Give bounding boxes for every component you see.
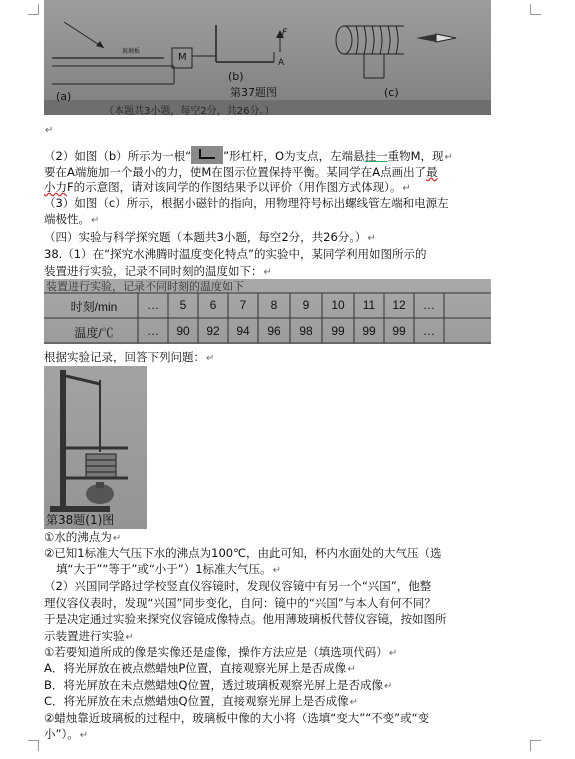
question-38-part-2-item-2-end: 小”）。↵ <box>44 727 89 741</box>
table-cell-temp: … <box>147 324 159 338</box>
text-line-4: （3）如图（c）所示，根据小磁针的指向，用物理符号标出螺线管左端和电源左 <box>44 196 449 210</box>
figure-37-letter-a: A <box>278 58 285 68</box>
text-line-1: （2）如图（b）所示为一根“ ”形杠杆，O为支点，左端悬挂一重物M，现↵ <box>44 146 453 165</box>
question-38-item-2-line-2: 填“大于”“等于”或“小于”）1标准大气压。↵ <box>56 562 281 576</box>
table-row-label-time: 时刻/min <box>70 300 118 314</box>
question-38-line-1: 38.（1）在“探究水沸腾时温度变化特点”的实验中，某同学利用如图所示的 <box>44 247 427 261</box>
figure-37-glass-text: 玻璃板 <box>122 48 141 55</box>
temperature-table-photo <box>44 279 491 344</box>
figure-37-label-b: (b) <box>228 70 244 83</box>
question-38-part-2-line-4: 示装置进行实验↵ <box>44 629 134 643</box>
table-cell-time: … <box>147 298 159 312</box>
text-line-records: 根据实验记录，回答下列问题：↵ <box>44 350 215 364</box>
table-cell-temp: 96 <box>267 324 281 338</box>
option-a: A．将光屏放在被点燃蜡烛P位置，直接观察光屏上是否成像↵ <box>44 661 356 675</box>
table-cell-time: 10 <box>331 298 345 312</box>
figure-37-photo <box>44 0 491 115</box>
corner-mark-bottom-left <box>28 740 39 751</box>
question-38-part-2-item-2: ②蜡烛靠近玻璃板的过程中，玻璃板中像的大小将（选填“变大”“不变”或“变 <box>44 711 430 725</box>
question-38-part-2-line-2: 理仪容仪表时，发现“兴国”同步变化，自问：镜中的“兴国”与本人有何不同？ <box>44 596 436 610</box>
figure-37-box-letter: M <box>178 52 187 63</box>
table-cell-temp: … <box>423 324 435 338</box>
lever-shape-icon <box>191 146 223 164</box>
question-38-part-2-line-3: 于是决定通过实验来探究仪容镜成像特点。他用薄玻璃板代替仪容镜，按如图所 <box>44 612 447 626</box>
text-line-3: 小力F的示意图，请对该同学的作图结果予以评价（用作图方式体现）。↵ <box>44 180 411 194</box>
table-cell-time: 9 <box>302 298 310 312</box>
table-cell-time: 12 <box>392 298 406 312</box>
table-cell-temp: 92 <box>206 324 220 338</box>
figure-37-caption: 第37题图 <box>230 86 277 99</box>
text-line-2: 要在A端施加一个最小的力，使M在图示位置保持平衡。某同学在A点画出了最 <box>44 165 438 179</box>
table-cell-time: 7 <box>239 298 247 312</box>
table-cell-time: 5 <box>179 298 187 312</box>
table-cell-time: 11 <box>362 298 376 312</box>
question-38-part-2-line-1: （2）兴国同学路过学校竖直仪容镜时，发现仪容镜中有另一个“兴国”，他整 <box>44 579 432 593</box>
question-38-item-2-line-1: ②已知1标准大气压下水的沸点为100℃，由此可知，杯内水面处的大气压（选 <box>44 546 442 560</box>
table-cell-temp: 99 <box>331 324 345 338</box>
question-38-line-2: 装置进行实验，记录不同时刻的温度如下：↵ <box>44 264 272 278</box>
question-38-item-1: ①水的沸点为↵ <box>44 530 122 544</box>
figure-38-caption: 第38题(1)图 <box>46 513 115 527</box>
option-b: B．将光屏放在未点燃蜡烛Q位置，透过玻璃板观察光屏上是否成像↵ <box>44 678 393 692</box>
section-heading-4: （四）实验与科学探究题（本题共3小题，每空2分，共26分。）↵ <box>44 230 376 244</box>
table-cell-temp: 98 <box>299 324 313 338</box>
figure-37-letter-f: F <box>282 28 288 38</box>
return-line-blank: ↵ <box>45 125 54 136</box>
corner-mark-top-right <box>530 4 541 15</box>
table-cell-time: … <box>423 298 435 312</box>
text-line-5: 端极性。↵ <box>44 212 100 226</box>
table-cell-temp: 90 <box>176 324 190 338</box>
table-cell-time: 8 <box>270 298 278 312</box>
table-cell-time: 6 <box>209 298 217 312</box>
table-cell-temp: 94 <box>236 324 250 338</box>
boiling-apparatus-drawing <box>44 366 147 529</box>
table-partial-top: 装置进行实验，记录不同时刻的温度如下 <box>46 280 244 293</box>
question-38-part-2-item-1: ①若要知道所成的像是实像还是虚像，操作方法应是（填选项代码）↵ <box>44 645 398 659</box>
table-cell-temp: 99 <box>362 324 376 338</box>
option-c: C．将光屏放在未点燃蜡烛Q位置，直接观察光屏上是否成像↵ <box>44 694 358 708</box>
figure-37-partial-header: （本题共3小题，每空2分，共26分。） <box>104 106 275 117</box>
table-cell-temp: 99 <box>392 324 406 338</box>
figure-38-photo <box>44 366 147 529</box>
table-row-label-temp: 温度/℃ <box>74 326 114 340</box>
corner-mark-top-left <box>28 4 39 15</box>
figure-37-label-a: (a) <box>56 90 72 103</box>
corner-mark-bottom-right <box>530 740 541 751</box>
figure-37-label-c: (c) <box>384 86 399 99</box>
